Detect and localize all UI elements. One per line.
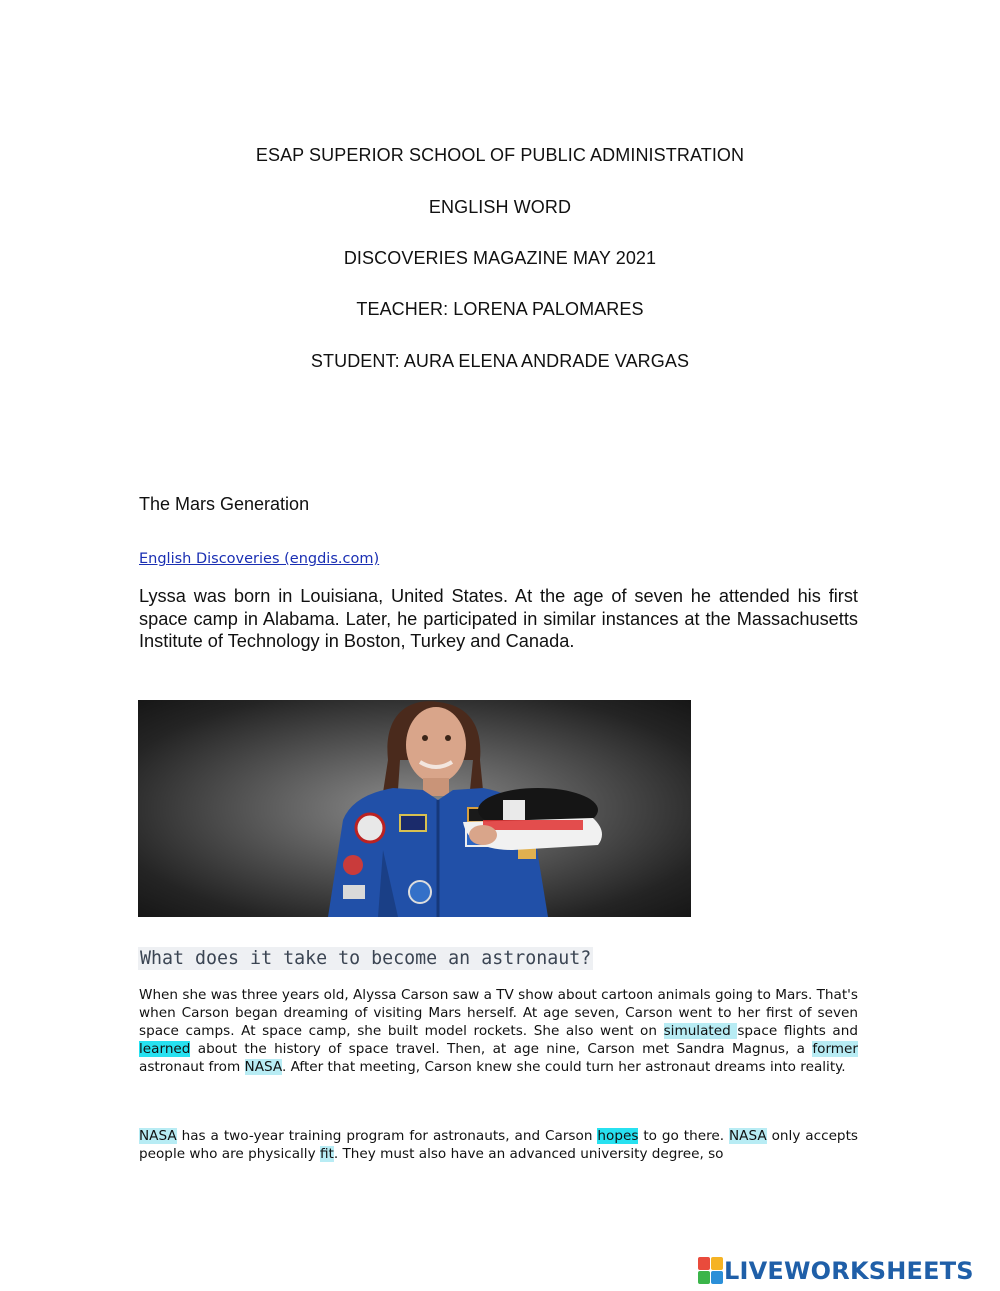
student-line: STUDENT: AURA ELENA ANDRADE VARGAS xyxy=(310,351,690,371)
highlight-word[interactable]: former xyxy=(812,1041,858,1057)
highlight-word[interactable]: NASA xyxy=(244,1059,282,1075)
body-paragraph-2: NASA has a two-year training program for astronauts, and Carson hopes to go there. NASA only accepts people who are physically fit. They must also have an advanced university degree, so xyxy=(139,1128,858,1162)
highlight-word[interactable]: learned xyxy=(139,1041,191,1057)
magazine-line: DISCOVERIES MAGAZINE MAY 2021 xyxy=(343,248,657,268)
astronaut-photo xyxy=(138,700,691,917)
subject-line: ENGLISH WORD xyxy=(428,197,572,217)
astronaut-illustration xyxy=(138,700,691,917)
section-subheading: What does it take to become an astronaut? xyxy=(140,948,592,969)
school-name: ESAP SUPERIOR SCHOOL OF PUBLIC ADMINISTRATION xyxy=(255,145,745,165)
liveworksheets-logo xyxy=(698,1256,974,1286)
highlight-word[interactable]: fit xyxy=(319,1146,334,1162)
live-badge-icon xyxy=(698,1257,724,1285)
highlight-word[interactable]: NASA xyxy=(139,1128,177,1144)
article-title: The Mars Generation xyxy=(139,494,310,514)
body-paragraph-1: When she was three years old, Alyssa Carson saw a TV show about cartoon animals going to Mars. That's when Carson began dreaming of visiting Mars herself. At age seven, Carson went to her first of seven space camps. At space camp, she built model rockets. She also went on simulated space flights and learned about the history of space travel. Then, at age nine, Carson met Sandra Magnus, a former astronaut from NASA. After that meeting, Carson knew she could turn her astronaut dreams into reality. xyxy=(139,987,858,1075)
teacher-line: TEACHER: LORENA PALOMARES xyxy=(356,299,644,319)
intro-paragraph: Lyssa was born in Louisiana, United States. At the age of seven he attended his first space camp in Alabama. Later, he participated in similar instances at the Massachusetts Institute of Technology in Boston, Turkey and Canada. xyxy=(139,586,858,652)
highlight-word[interactable]: hopes xyxy=(597,1128,639,1144)
highlight-word[interactable]: simulated xyxy=(663,1023,738,1039)
highlight-word[interactable]: NASA xyxy=(729,1128,767,1144)
source-link[interactable]: English Discoveries (engdis.com) xyxy=(139,551,380,567)
brand-name: LIVEWORKSHEETS xyxy=(724,1257,974,1285)
